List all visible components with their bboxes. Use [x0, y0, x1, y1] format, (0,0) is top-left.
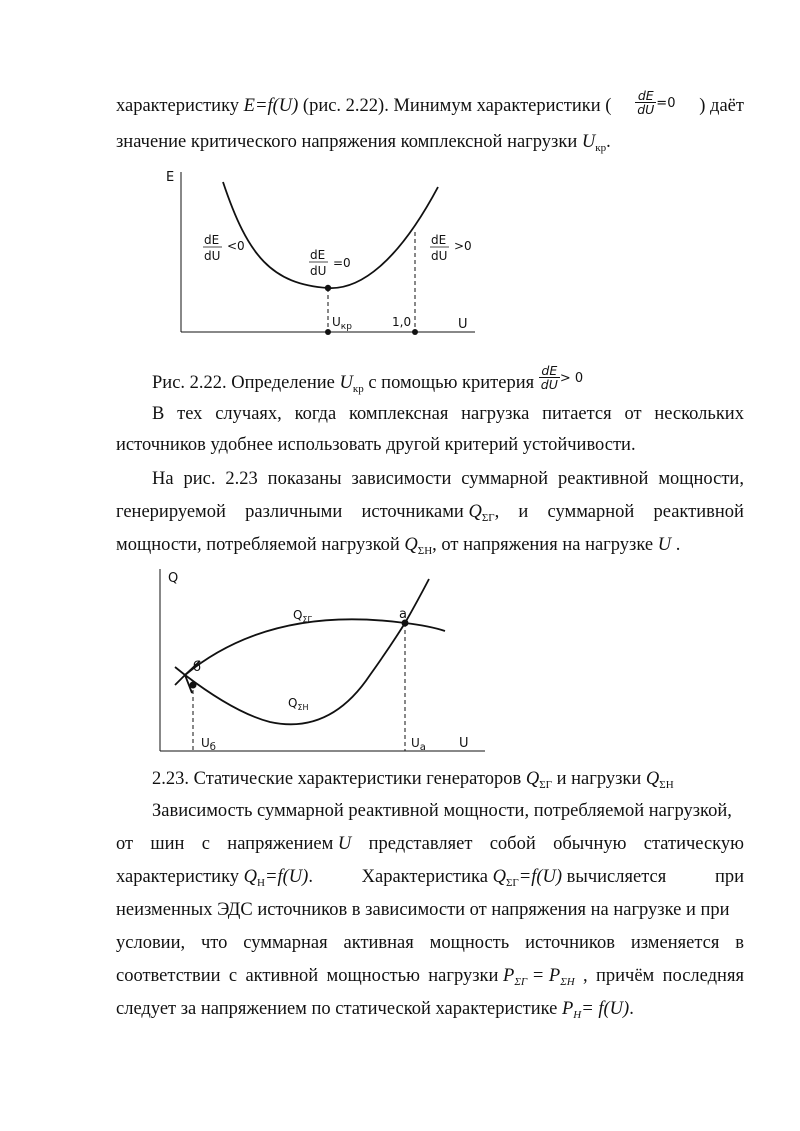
- paragraph-3-line-3: [116, 536, 744, 555]
- word: от: [116, 834, 134, 854]
- word: нагрузка: [461, 404, 530, 424]
- word: комплексная: [348, 404, 449, 424]
- derivative-fraction: [635, 89, 656, 116]
- word: показаны: [267, 469, 342, 489]
- text: ,: [583, 966, 588, 986]
- word: когда: [294, 404, 337, 424]
- word: статическую: [643, 834, 744, 854]
- word: при: [714, 867, 744, 887]
- text: вычисляется: [562, 867, 667, 887]
- ua-symbol: U: [411, 736, 420, 750]
- paragraph-4-line-5: [116, 934, 744, 953]
- right-relation: >0: [454, 239, 472, 253]
- word: суммарная: [243, 933, 328, 953]
- point-a-label: a: [399, 607, 407, 622]
- paragraph-2-line-1: [152, 405, 744, 424]
- word: источников: [525, 933, 615, 953]
- axis-label-e: E: [166, 170, 175, 185]
- text: =: [527, 966, 549, 986]
- mid-frac-num: dE: [310, 248, 326, 262]
- word: питается: [542, 404, 612, 424]
- ub-label: [201, 736, 216, 753]
- paragraph-4-line-4: [116, 901, 744, 920]
- tick-one-label: 1,0: [392, 315, 412, 329]
- ub-subscript: б: [209, 742, 216, 753]
- derivative-condition: [635, 89, 675, 116]
- word: и: [518, 502, 529, 522]
- ukr-tick-point: [325, 329, 331, 335]
- word: мощностью: [326, 966, 420, 986]
- symbol: P: [548, 966, 561, 986]
- axis-label-u: U: [459, 736, 469, 751]
- paragraph-4-line-1: [152, 802, 744, 821]
- symbol: Q: [525, 769, 540, 789]
- criterion-fraction: [539, 364, 560, 391]
- subscript: ΣН: [417, 545, 433, 557]
- word: активная: [343, 933, 414, 953]
- text: неизменных ЭДС источников в зависимости от напряжения на нагрузке и при: [116, 900, 730, 920]
- text: ,: [494, 502, 500, 522]
- text: Зависимость суммарной реактивной мощности, потребляемой нагрузкой,: [152, 801, 732, 821]
- axis-label-u: U: [458, 317, 468, 332]
- qsg-curve: [185, 619, 445, 675]
- minimum-point: [325, 285, 331, 291]
- symbol: U: [337, 834, 352, 854]
- subscript: ΣН: [659, 779, 674, 791]
- formula: =f(U): [265, 867, 309, 887]
- paragraph-4-line-2: [116, 835, 744, 854]
- word: соответствии: [116, 966, 221, 986]
- subscript: кр: [352, 382, 364, 395]
- ua-label: [411, 736, 426, 753]
- criterion: [539, 363, 584, 393]
- word: На: [152, 469, 174, 489]
- word: случаях,: [215, 404, 282, 424]
- one-tick-point: [412, 329, 418, 335]
- formula: = f(U): [581, 999, 630, 1019]
- paragraph-4-line-3: [116, 868, 744, 887]
- word: суммарной: [461, 469, 549, 489]
- subscript: ΣГ: [505, 877, 519, 889]
- word: шин: [150, 834, 185, 854]
- left-frac-den: dU: [204, 249, 221, 263]
- word-group: [116, 868, 313, 887]
- paragraph-4-line-6: [116, 967, 744, 986]
- subscript: ΣН: [560, 976, 575, 988]
- e-curve: [223, 182, 438, 288]
- word: нагрузки: [428, 966, 499, 986]
- word: последняя: [662, 966, 744, 986]
- word: обычную: [553, 834, 627, 854]
- right-frac-den: dU: [431, 249, 448, 263]
- symbol: P: [561, 999, 574, 1019]
- symbol: P: [503, 966, 515, 986]
- word: источниками: [361, 502, 464, 522]
- word-group: [361, 503, 499, 522]
- text: Характеристика: [361, 867, 493, 887]
- text: .: [308, 867, 313, 887]
- text: характеристику: [116, 96, 244, 116]
- text: , от напряжения на нагрузке: [432, 535, 658, 555]
- frac-den: dU: [540, 377, 558, 393]
- left-relation: <0: [227, 239, 245, 253]
- ukr-symbol: U: [332, 315, 341, 329]
- word: напряжением: [227, 834, 334, 854]
- caption-2-22: [152, 363, 744, 397]
- text: ) даёт: [699, 96, 744, 116]
- text: значение критического напряжения комплексной нагрузки: [116, 132, 582, 152]
- symbol: Q: [243, 867, 258, 887]
- paragraph-3-line-2: [116, 503, 744, 522]
- word: зависимости: [351, 469, 452, 489]
- point-b-label: б: [193, 660, 202, 675]
- caption-2-23: [152, 770, 744, 789]
- word: активной: [245, 966, 319, 986]
- symbol: U: [339, 372, 353, 393]
- formula: =f(U): [518, 867, 563, 887]
- symbol: Q: [645, 769, 660, 789]
- frac-num: dE: [635, 89, 656, 103]
- text: и нагрузки: [551, 769, 646, 789]
- text: мощности, потребляемой нагрузкой: [116, 535, 405, 555]
- left-frac-num: dE: [204, 233, 220, 247]
- word: с: [201, 834, 210, 854]
- text: (рис. 2.22). Минимум характеристики (: [298, 96, 612, 116]
- word: изменяется: [630, 933, 720, 953]
- text: характеристику: [116, 867, 244, 887]
- word: тех: [177, 404, 203, 424]
- formula: E=f(U): [243, 96, 299, 116]
- word: различными: [245, 502, 343, 522]
- symbol: U: [581, 132, 596, 152]
- qsg-left-tail: [175, 675, 185, 685]
- word: генерируемой: [116, 502, 226, 522]
- qsn-label: [288, 696, 309, 712]
- word-group: [227, 835, 351, 854]
- text: .: [629, 999, 634, 1019]
- word: 2.23: [225, 469, 258, 489]
- word: рис.: [183, 469, 216, 489]
- paragraph-2-line-2: [116, 436, 744, 455]
- axis-label-q: Q: [168, 571, 179, 586]
- paragraph-3-line-1: [152, 470, 744, 489]
- subscript: ΣГ: [539, 779, 552, 791]
- symbol: Q: [404, 535, 418, 555]
- ua-subscript: a: [419, 742, 426, 753]
- symbol: Q: [468, 502, 482, 522]
- subscript: ΣГ: [514, 976, 528, 988]
- text-run: [116, 97, 611, 124]
- subscript: кр: [595, 142, 607, 154]
- word: условии,: [116, 933, 186, 953]
- point-b-marker: [190, 682, 197, 689]
- text: с помощью критерия: [363, 372, 539, 393]
- word: суммарной: [547, 502, 635, 522]
- text: следует за напряжением по статической характеристике: [116, 999, 562, 1019]
- text: Рис. 2.22. Определение: [152, 372, 340, 393]
- word: от: [624, 404, 642, 424]
- qsn-subscript: ΣН: [297, 703, 309, 712]
- qsn-symbol: Q: [288, 696, 298, 710]
- text: .: [671, 535, 681, 555]
- qsn-left-tail: [175, 667, 185, 675]
- mid-frac-den: dU: [310, 264, 327, 278]
- word: мощность: [429, 933, 510, 953]
- symbol: U: [657, 535, 672, 555]
- qsg-symbol: Q: [293, 608, 303, 622]
- text: 2.23. Статические характеристики генераторов: [152, 769, 526, 789]
- word: собой: [489, 834, 536, 854]
- paragraph-4-line-7: [116, 1000, 744, 1019]
- word: причём: [595, 966, 655, 986]
- frac-rhs: =0: [656, 95, 676, 111]
- text: источников удобнее использовать другой критерий устойчивости.: [116, 435, 636, 455]
- text: .: [606, 132, 611, 152]
- symbol: Q: [492, 867, 506, 887]
- frac-num: dE: [539, 364, 560, 378]
- paragraph-1-line-1: [116, 88, 744, 124]
- word-group: [362, 868, 667, 887]
- paragraph-1-line-2: [116, 133, 744, 152]
- figure-2-23: [155, 565, 490, 755]
- right-frac-num: dE: [431, 233, 447, 247]
- word-group: [428, 967, 574, 986]
- subscript: Н: [573, 1009, 582, 1021]
- qsg-subscript: ΣГ: [302, 615, 313, 624]
- subscript: Н: [257, 877, 265, 889]
- ukr-subscript: кр: [340, 322, 352, 332]
- word: реактивной: [653, 502, 744, 522]
- word: реактивной: [557, 469, 649, 489]
- ub-symbol: U: [201, 736, 210, 750]
- frac-rhs: > 0: [559, 370, 584, 386]
- figure-2-22: [160, 162, 490, 337]
- word: представляет: [368, 834, 473, 854]
- word: В: [152, 404, 165, 424]
- frac-den: dU: [637, 102, 655, 118]
- subscript: ΣГ: [481, 512, 495, 524]
- qsg-label: [293, 608, 313, 624]
- word: с: [228, 966, 238, 986]
- word: мощности,: [658, 469, 744, 489]
- ukr-label: [332, 315, 352, 332]
- word: в: [735, 933, 744, 953]
- word: нескольких: [654, 404, 744, 424]
- mid-relation: =0: [333, 256, 351, 270]
- word: что: [200, 933, 228, 953]
